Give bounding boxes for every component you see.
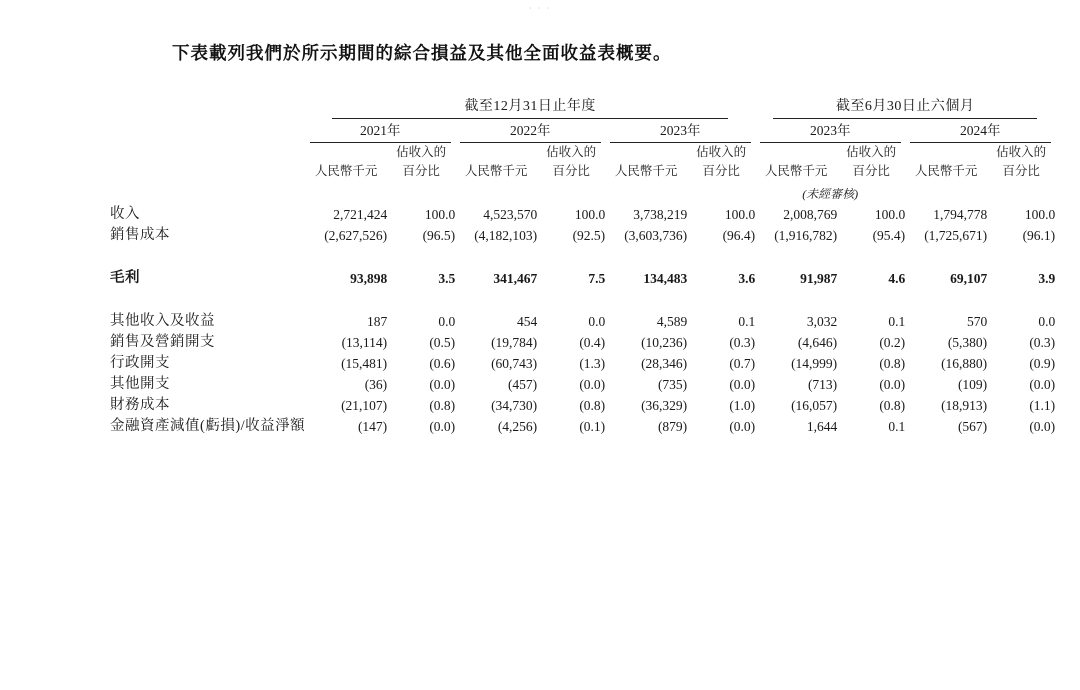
row-value: (0.8) [879,355,906,371]
table-row [110,223,1055,244]
year-header-2021: 2021年 [305,119,455,143]
row-value: 93,898 [350,270,388,286]
row-value: (0.3) [1029,334,1056,350]
row-value: 3,738,219 [633,206,688,222]
header-corner-cell [110,95,305,119]
financial-summary-table [110,95,1055,435]
row-value: (21,107) [341,397,388,413]
row-value: 134,483 [643,270,688,286]
row-value: 1,644 [806,418,838,434]
row-value: 100.0 [424,206,456,222]
row-value: 4,523,570 [483,206,538,222]
row-value: (36) [364,376,388,392]
unit-percent-2023-interim: 佔收入的 百分比 [846,145,897,179]
row-value: 7.5 [588,270,606,286]
row-value: (19,784) [491,334,538,350]
audit-note-blank-2 [387,182,455,202]
row-value: (96.1) [1022,227,1056,243]
row-value: 4.6 [888,270,906,286]
table-row [110,393,1055,414]
row-value: (457) [507,376,538,392]
group-header-interim-label: 截至6月30日止六個月 [773,95,1037,119]
row-label: 毛利 [110,269,140,286]
row-value: (713) [807,376,838,392]
audit-note-corner [110,182,305,202]
row-value: 3,032 [806,313,838,329]
row-value: (16,880) [941,355,988,371]
year-header-2022: 2022年 [455,119,605,143]
row-label: 銷售成本 [110,226,170,243]
row-value: 100.0 [574,206,606,222]
row-value: 0.1 [888,313,906,329]
row-value: (14,999) [791,355,838,371]
table-row [110,309,1055,330]
row-value: 341,467 [493,270,538,286]
row-value: 100.0 [724,206,756,222]
row-value: (109) [957,376,988,392]
row-value: (16,057) [791,397,838,413]
row-value: 100.0 [1024,206,1056,222]
row-value: (0.0) [579,376,606,392]
unit-percent-2023-annual: 佔收入的 百分比 [696,145,747,179]
audit-note-blank-4 [537,182,605,202]
unit-header-row [110,143,1055,182]
audit-note-blank-5 [605,182,687,202]
row-value: 69,107 [950,270,988,286]
row-value: (0.8) [879,397,906,413]
group-header-interim [755,95,1055,119]
row-label: 其他收入及收益 [110,312,215,329]
row-value: (0.0) [1029,418,1056,434]
row-value: (0.0) [429,418,456,434]
row-value: 4,589 [656,313,688,329]
row-value: (10,236) [641,334,688,350]
audit-note: (未經審核) [802,186,859,201]
row-label: 收入 [110,205,140,222]
row-value: (0.3) [729,334,756,350]
row-value: 187 [366,313,388,329]
row-value: (147) [357,418,388,434]
table-row [110,202,1055,223]
unit-amount-2022: 人民幣千元 [464,164,528,179]
row-label: 金融資產減值(虧損)/收益淨額 [110,417,306,434]
row-value: 0.0 [588,313,606,329]
row-value: (735) [657,376,688,392]
table-spacer-row [110,244,1055,266]
row-value: (4,182,103) [474,227,538,243]
row-value: (0.4) [579,334,606,350]
row-value: (15,481) [341,355,388,371]
table-header [110,95,1055,202]
row-value: (95.4) [872,227,906,243]
row-value: (13,114) [341,334,388,350]
row-value: (0.0) [729,418,756,434]
audit-note-blank-1 [305,182,387,202]
year-header-row [110,119,1055,143]
row-value: (4,256) [497,418,538,434]
audit-note-row [110,182,1055,202]
row-value: (0.0) [429,376,456,392]
intro-paragraph: 下表載列我們於所示期間的綜合損益及其他全面收益表概要。 [172,43,672,63]
row-value: (96.4) [722,227,756,243]
row-value: (0.1) [579,418,606,434]
page-top-mark: · · · [529,4,551,13]
unit-percent-2021: 佔收入的 百分比 [396,145,447,179]
row-value: (1,725,671) [924,227,988,243]
table-body [110,202,1055,435]
row-value: 2,721,424 [333,206,388,222]
spacer-cell [110,287,1055,309]
table-row [110,266,1055,287]
table-row [110,351,1055,372]
row-value: (879) [657,418,688,434]
table-row [110,414,1055,435]
row-value: (34,730) [491,397,538,413]
audit-note-blank-7 [905,182,987,202]
row-value: (36,329) [641,397,688,413]
group-header-annual [305,95,755,119]
row-value: (1,916,782) [774,227,838,243]
unit-percent-2022: 佔收入的 百分比 [546,145,597,179]
row-value: (2,627,526) [324,227,388,243]
row-value: (0.0) [729,376,756,392]
unit-amount-2023-interim: 人民幣千元 [764,164,828,179]
row-label: 行政開支 [110,354,170,371]
row-value: 0.0 [438,313,456,329]
row-value: 1,794,778 [933,206,988,222]
row-value: 91,987 [800,270,838,286]
audit-note-blank-8 [987,182,1055,202]
row-value: (567) [957,418,988,434]
row-value: (92.5) [572,227,606,243]
row-value: (0.2) [879,334,906,350]
row-value: 0.1 [738,313,756,329]
row-value: (0.8) [579,397,606,413]
unit-header-corner [110,143,305,182]
row-value: (0.9) [1029,355,1056,371]
row-value: (18,913) [941,397,988,413]
year-header-2023-interim: 2023年 [755,119,905,143]
row-value: 100.0 [874,206,906,222]
year-header-2024-interim: 2024年 [905,119,1055,143]
year-header-corner [110,119,305,143]
row-value: (1.1) [1029,397,1056,413]
row-value: (0.5) [429,334,456,350]
row-value: (1.0) [729,397,756,413]
row-value: 3.5 [438,270,456,286]
row-value: (96.5) [422,227,456,243]
audit-note-blank-6 [687,182,755,202]
row-value: (0.8) [429,397,456,413]
row-value: (4,646) [797,334,838,350]
table-row [110,372,1055,393]
row-value: 454 [516,313,538,329]
row-value: (28,346) [641,355,688,371]
row-value: 0.0 [1038,313,1056,329]
unit-amount-2023-annual: 人民幣千元 [614,164,678,179]
row-value: (0.0) [1029,376,1056,392]
row-value: (60,743) [491,355,538,371]
row-value: 2,008,769 [783,206,838,222]
row-value: (0.7) [729,355,756,371]
row-value: (3,603,736) [624,227,688,243]
row-label: 財務成本 [110,396,170,413]
spacer-cell [110,244,1055,266]
year-header-2023-annual: 2023年 [605,119,755,143]
row-value: (5,380) [947,334,988,350]
row-value: (0.6) [429,355,456,371]
table-row [110,330,1055,351]
row-value: 3.9 [1038,270,1056,286]
table-spacer-row [110,287,1055,309]
row-value: (0.0) [879,376,906,392]
row-label: 其他開支 [110,375,170,392]
group-header-annual-label: 截至12月31日止年度 [332,95,728,119]
row-value: 0.1 [888,418,906,434]
row-value: 3.6 [738,270,756,286]
audit-note-blank-3 [455,182,537,202]
unit-amount-2024-interim: 人民幣千元 [914,164,978,179]
row-value: 570 [966,313,988,329]
unit-percent-2024-interim: 佔收入的 百分比 [996,145,1047,179]
row-value: (1.3) [579,355,606,371]
group-header-row [110,95,1055,119]
unit-amount-2021: 人民幣千元 [314,164,378,179]
row-label: 銷售及營銷開支 [110,333,215,350]
